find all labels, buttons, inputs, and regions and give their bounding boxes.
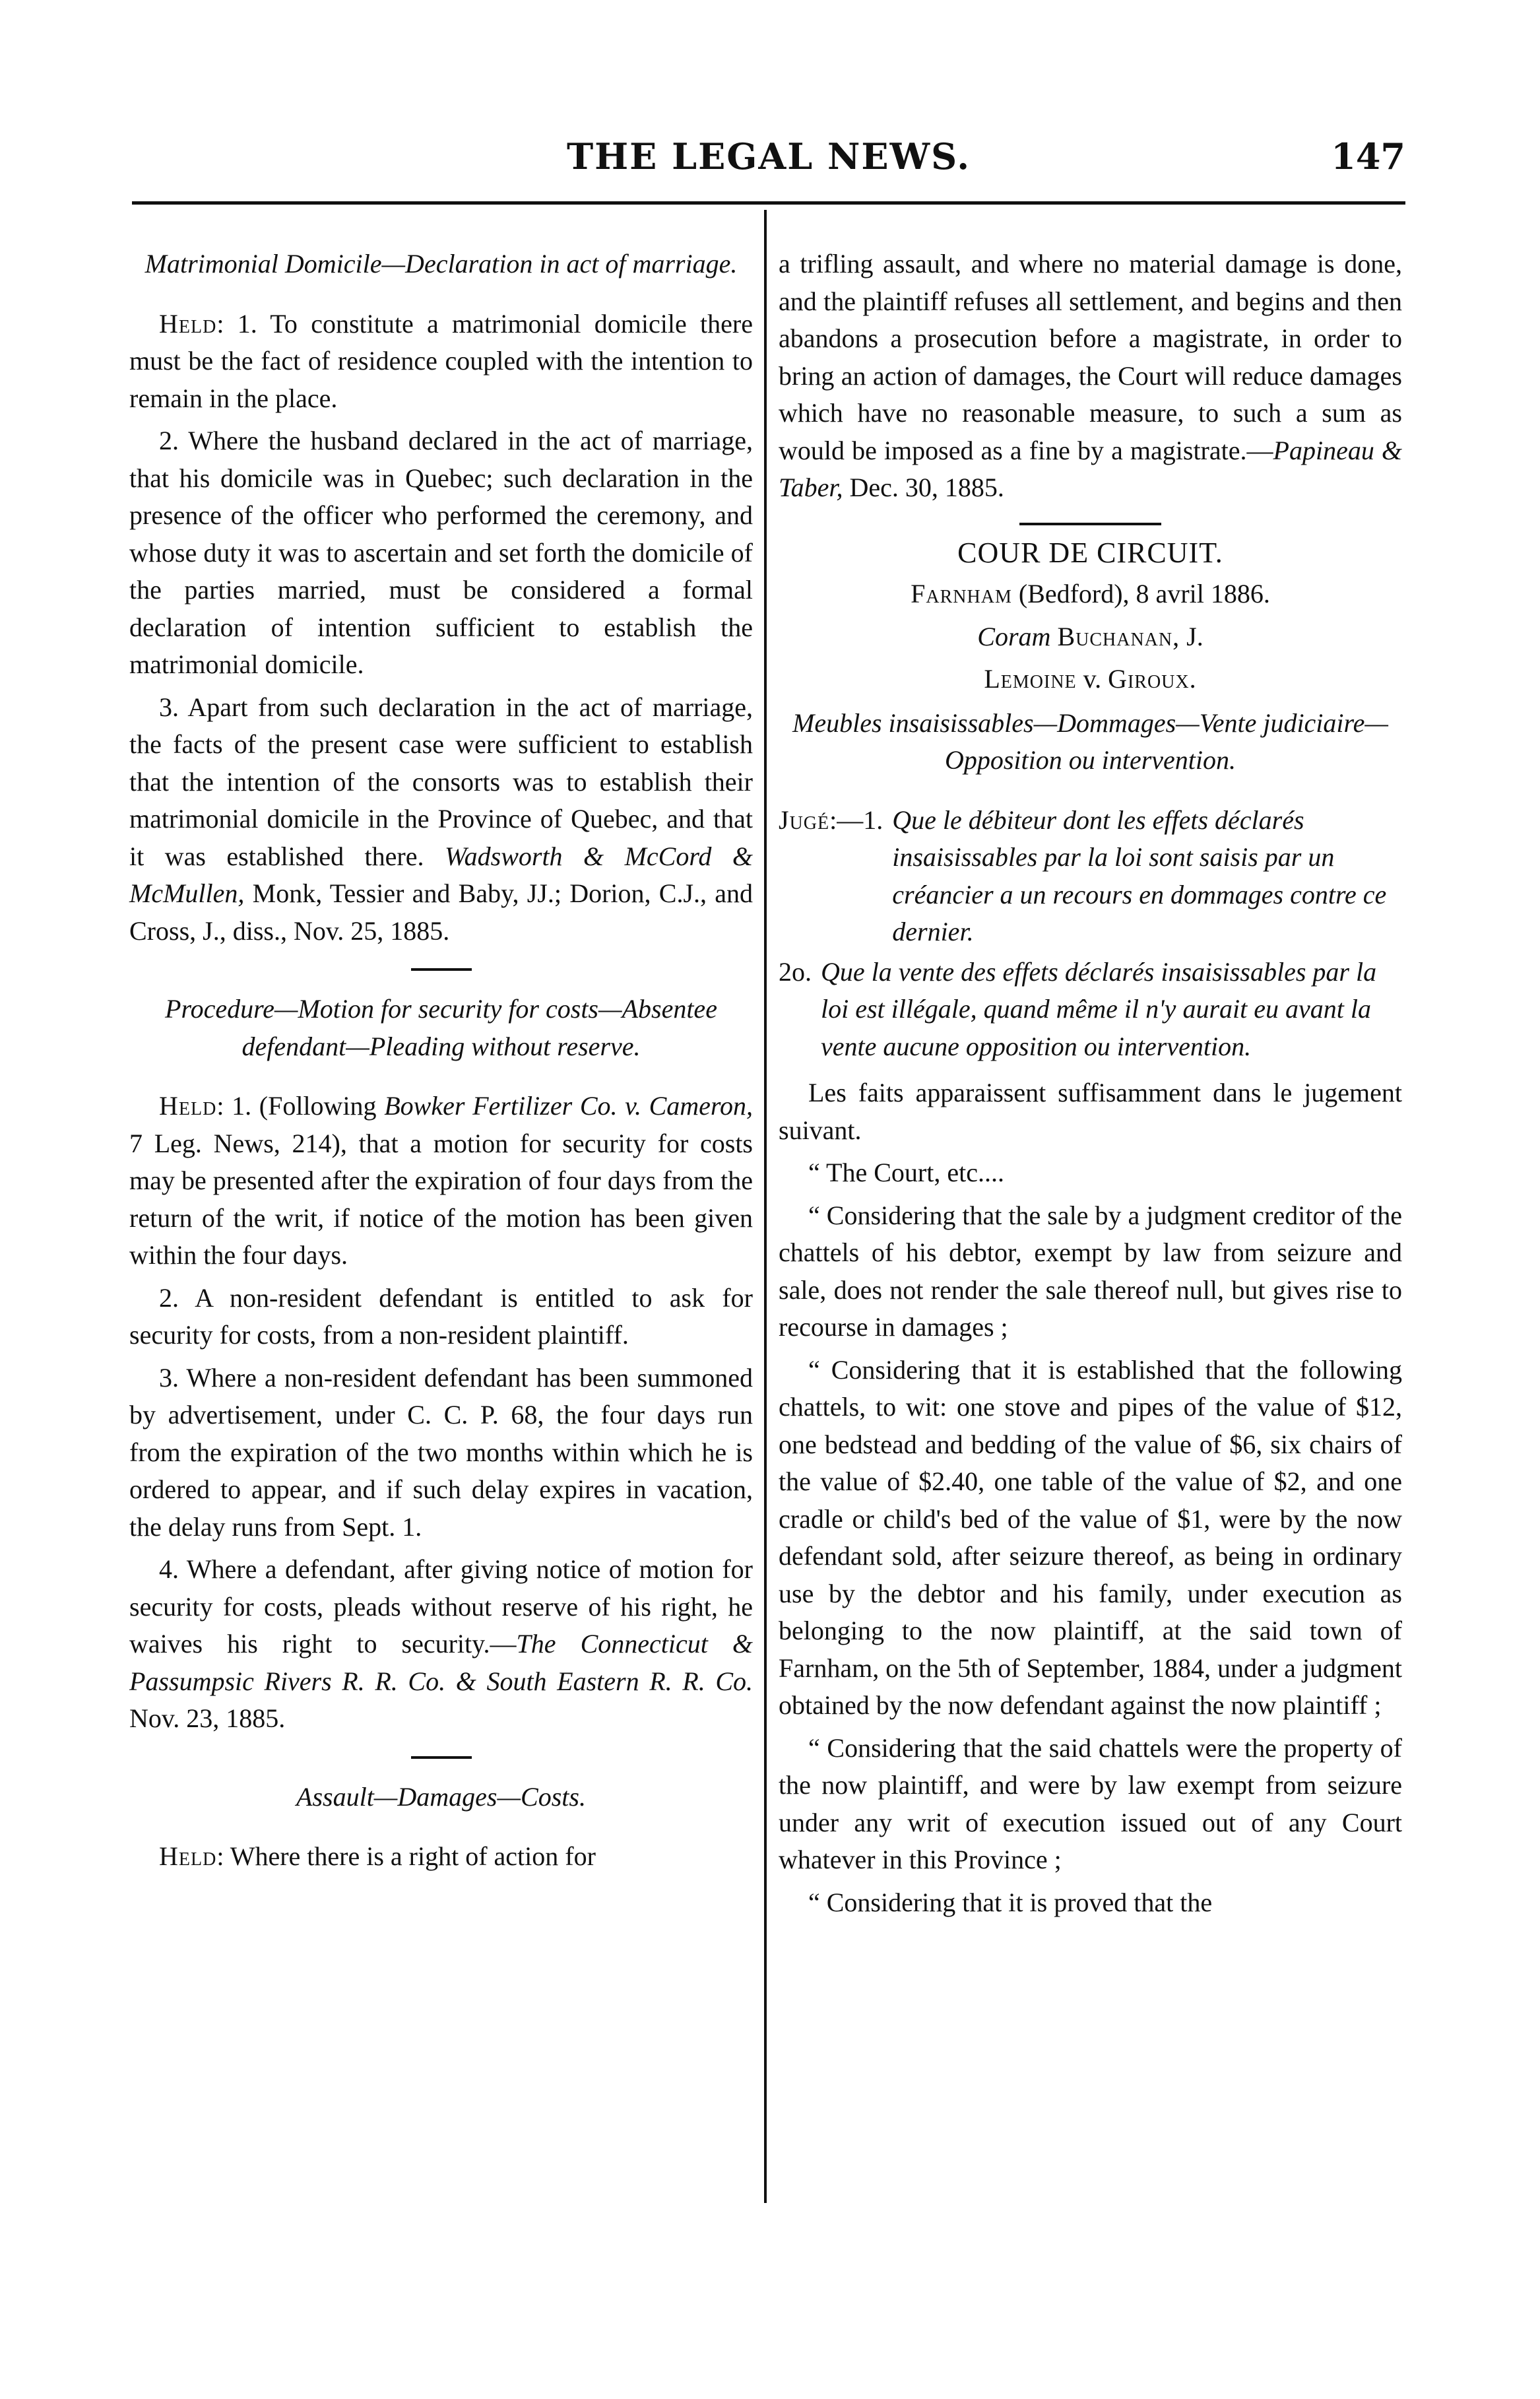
case2-citation: Bowker Fertilizer Co. v. Cameron, bbox=[384, 1091, 754, 1121]
court-etc-paragraph: “ The Court, etc.... bbox=[808, 1158, 1004, 1187]
case3-continuation: a trifling assault, and where no material damage is done, and the plaintiff refuses all settlement, and begins and then abandons a prosecution before a magistrate, in order to bring an action of damages, the Court will reduce damages which have no reasonable measure, to such a sum as would be imposed as a fine by a magistrate.—Papineau & Taber, Dec. 30, 1885. bbox=[779, 249, 1403, 502]
faits-paragraph: Les faits apparaissent suffisamment dans le jugement suivant. bbox=[779, 1078, 1402, 1145]
held-label: Held bbox=[159, 1091, 217, 1121]
considering-paragraph-3: “ Considering that the said chattels were the property of the now plaintiff, and were by law exempt from seizure under any writ of execution issued out of any Court whatever in this Province ; bbox=[779, 1732, 1402, 1874]
case1-heading: Matrimonial Domicile—Declaration in act of marriage. bbox=[144, 249, 738, 279]
considering-paragraph-1: “ Considering that the sale by a judgment creditor of the chattels of his debtor, exempt by law from seizure and sale, does not render the sale thereof null, but gives rise to recourse in damages ; bbox=[779, 1200, 1402, 1342]
case3-citation: Papineau & Taber, bbox=[779, 435, 1403, 502]
court-title: COUR DE CIRCUIT. bbox=[957, 536, 1223, 569]
case2-para-4: 4. Where a defendant, after giving notice of motion for security for costs, pleads without reserve of his right, he waives his right to security.—The Connecticut & Passumpsic Rivers R. R. Co. & South Eastern R. R. Co. Nov. 23, 1885. bbox=[129, 1554, 753, 1733]
case1-citation: Wadsworth & McCord & McMullen, bbox=[129, 841, 754, 908]
left-column bbox=[129, 246, 753, 1881]
case2-case-citation: The Connecticut & Passumpsic Rivers R. R. Co. & South Eastern R. R. Co. bbox=[129, 1629, 753, 1696]
right-column bbox=[779, 246, 1402, 1926]
case2-para-2: 2. A non-resident defendant is entitled to ask for security for costs, from a non-resident plaintiff. bbox=[129, 1282, 753, 1350]
case1-para-3: 3. Apart from such declaration in the act of marriage, the facts of the present case were sufficient to establish that the intention of the consorts was to establish their matrimonial domicile in the Province of Quebec, and that it was established there. Wadsworth & McCord & McMullen, Monk, Tessier and Baby, JJ.; Dorion, C.J., and Cross, J., diss., Nov. 25, 1885. bbox=[129, 692, 754, 946]
court-place-date: Farnham (Bedford), 8 avril 1886. bbox=[911, 579, 1270, 608]
considering-paragraph-4: “ Considering that it is proved that the bbox=[808, 1887, 1213, 1917]
header-rule bbox=[132, 201, 1405, 205]
juge-item-1: Jugé:—1. Que le débiteur dont les effets déclarés insaisissables par la loi sont saisis par un créancier a un recours en dommages contre ce dernier. bbox=[779, 805, 1387, 946]
court-coram: Coram Buchanan, J. bbox=[977, 621, 1203, 651]
case3-held-1: Held: Where there is a right of action for bbox=[159, 1841, 596, 1871]
section-rule bbox=[1019, 523, 1161, 525]
held-label: Held bbox=[159, 1841, 217, 1871]
case2-para-3: 3. Where a non-resident defendant has been summoned by advertisement, under C. C. P. 68, the four days run from the expiration of the two months within which he is ordered to appear, and if such delay expires in vacation, the delay runs from Sept. 1. bbox=[129, 1362, 753, 1542]
page-header bbox=[132, 135, 1405, 188]
case3-heading: Assault—Damages—Costs. bbox=[296, 1781, 586, 1812]
french-case-heading: Meubles insaisissables—Dommages—Vente judiciaire—Opposition ou intervention. bbox=[792, 707, 1388, 775]
case2-held-1: Held: 1. (Following Bowker Fertilizer Co. v. Cameron, 7 Leg. News, 214), that a motion for security for costs may be presented after the expiration of four days from the return of the writ, if notice of the motion has been given within the four days. bbox=[129, 1091, 754, 1270]
held-label: Held bbox=[159, 308, 217, 339]
column-divider bbox=[764, 210, 767, 2203]
page-number: 147 bbox=[1331, 135, 1405, 178]
considering-paragraph-2: “ Considering that it is established that the following chattels, to wit: one stove and pipes of the value of $12, one bedstead and bedding of the value of $6, six chairs of the value of $2.40, one table of the value of $2, and one cradle or child's bed of the value of $1, were by the now defendant sold, after seizure thereof, as being in ordinary use by the debtor and his family, under execution as belonging to the now plaintiff, at the said town of Farnham, on the 5th of September, 1884, under a judgment obtained by the now defendant against the now plaintiff ; bbox=[779, 1354, 1402, 1720]
juge-label: Jugé bbox=[779, 805, 830, 835]
court-case-name: Lemoine v. Giroux. bbox=[984, 664, 1197, 694]
juge-item-2: 2o. Que la vente des effets déclarés insaisissables par la loi est illégale, quand même il n'y aurait eu avant la vente aucune opposition ou intervention. bbox=[779, 956, 1377, 1061]
case1-para-2: 2. Where the husband declared in the act of marriage, that his domicile was in Quebec; such declaration in the presence of the officer who performed the ceremony, and whose duty it was to ascertain and set forth the domicile of the parties married, must be considered a formal declaration of intention sufficient to establish the matrimonial domicile. bbox=[129, 426, 753, 679]
case1-held-1: Held: 1. To constitute a matrimonial domicile there must be the fact of residence coupled with the intention to remain in the place. bbox=[129, 308, 753, 413]
case2-heading: Procedure—Motion for security for costs—Absentee defendant—Pleading without reserve. bbox=[165, 994, 717, 1061]
running-title: THE LEGAL NEWS. bbox=[566, 135, 971, 178]
section-rule bbox=[411, 1756, 472, 1759]
section-rule bbox=[411, 968, 472, 971]
